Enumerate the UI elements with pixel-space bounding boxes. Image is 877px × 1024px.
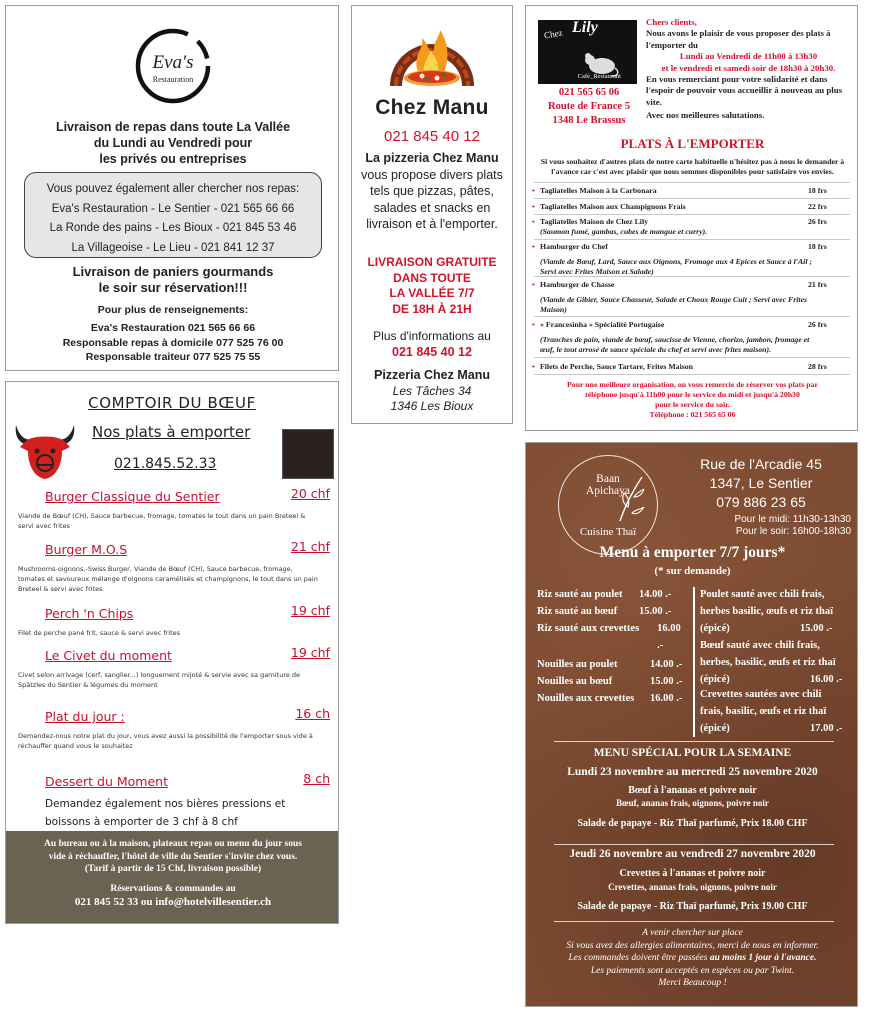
menu-item: • Tagliatelles Maison de Chez Lily 26 frs (Saumon fumé, gambas, cubes de mangue et curry). [532, 217, 827, 236]
pickup-locations: Vous pouvez également aller chercher nos repas: Eva's Restauration - Le Sentier - 021 565 66 66 La Ronde des pains - Les Bioux - 021 845 53 46 La Villageoise - Le Lieu - 021 841 12 37 [24, 172, 322, 258]
logo-name: Eva's [152, 52, 194, 73]
logo-subtitle: Restauration [152, 75, 194, 84]
menu-item: • « Francesinha » Spécialité Portugaise 26 frs (Tranches de pain, viande de bœuf, saucisse de Vienne, chorizo, jambon, fromage et œuf, le tout arrosé de sauce spéciale du chef et servi avec frites maison). [532, 320, 827, 354]
divider [534, 276, 850, 277]
menu-item: • Tagliatelles Maison à la Carbonara 18 frs [532, 186, 827, 195]
notes: A venir chercher sur place Si vous avez des allergies alimentaires, merci de nous en informer. Les commandes doivent être passées au moins 1 jour à l'avance. Les paiements sont acceptés en espèces ou par Twint. Merci Beaucoup ! [566, 928, 819, 988]
restaurant-name: Chez Manu [375, 96, 489, 119]
week-2-salad: Salade de papaye - Riz Thaï parfumé, Prix 19.00 CHF [577, 901, 808, 912]
column-divider [693, 587, 695, 737]
dish-item: Perch 'n Chips 19 chf Filet de perche pané frit, sauce & servi avec frites [18, 603, 330, 637]
divider [534, 198, 850, 199]
spicy-dish: Bœuf sauté avec chili frais, herbes, basilic, œufs et riz thaï (épicé) 16.00 .- [700, 640, 843, 685]
more-info: Plus d'informations au 021 845 40 12 [373, 329, 491, 359]
dish-item: Le Civet du moment 19 chf Civet selon arrivage (cerf, sanglier...) longuement mijoté & servie avec sa garniture de Spätzles du Sentier & légumes du moment [18, 645, 330, 689]
pizza-oven-icon [382, 16, 482, 90]
week-2-ingredients: Crevettes, ananas frais, oignons, poivre noir [608, 882, 777, 892]
dish-item: Plat du jour : 16 ch Demandez-nous notre plat du jour, vous avez aussi la possibilité de l'emporter sous vide à réchauffer quand vous le souhaitez [18, 706, 330, 750]
menu-subtitle: (* sur demande) [654, 565, 731, 577]
logo-lily: Lily [572, 19, 598, 36]
rice-dishes: Riz sauté au poulet 14.00 .- Riz sauté au bœuf 15.00 .- Riz sauté aux crevettes 16.00 .- [537, 589, 681, 651]
logo-chez: Chez [543, 27, 564, 41]
header-title: COMPTOIR DU BŒUF [88, 394, 256, 412]
spicy-dish: Crevettes sautées avec chili frais, basilic, œufs et riz thaï (épicé) 17.00 .- [700, 689, 843, 734]
divider [554, 844, 834, 845]
contact-block: 021 565 65 06 Route de France 5 1348 Le Brassus [548, 87, 630, 126]
divider [554, 921, 834, 922]
dish-item: Burger Classique du Sentier 20 chf Viande de Bœuf (CH), Sauce barbecue, fromage, tomates le tout dans un pain Breteel & servi avec frites [18, 486, 330, 530]
week-1-salad: Salade de papaye - Riz Thaï parfumé, Prix 18.00 CHF [577, 818, 808, 829]
takeaway-subtitle: Nos plats à emporter [92, 423, 251, 441]
week-2-dates: Jeudi 26 novembre au vendredi 27 novembre 2020 [569, 848, 816, 860]
food-photo [282, 429, 334, 479]
bull-head-icon [12, 417, 78, 481]
delivery-intro: Livraison de repas dans toute La Vallée du Lundi au Vendredi pour les privés ou entreprises [55, 120, 291, 166]
opening-hours: Pour le midi: 11h30-13h30 Pour le soir: 16h00-18h30 [734, 514, 851, 537]
hotel-delivery-band: Au bureau ou à la maison, plateaux repas ou menu du jour sous vide à réchauffer, l'hôtel de ville du Sentier s'invite chez vous. (Tarif à partir de 15 Chf, livraison possible) Réservations & commandes au 021 845 52 33 ou info@hotelvillesentier.ch [6, 831, 339, 924]
divider [554, 741, 834, 742]
reservations-contact: 021 845 52 33 ou info@hotelvillesentier.ch [74, 895, 272, 908]
hint-text: Si vous souhaitez d'autres plats de notre carte habituelle n'hésitez pas à nous le demander à l'avance car c'est avec plaisir que nous sommes disponibles pour satisfaire vos envies. [540, 157, 845, 176]
week-1-dish: Bœuf à l'ananas et poivre noir [628, 785, 757, 796]
address: Pizzeria Chez Manu Les Tâches 34 1346 Les Bioux [374, 368, 490, 413]
divider [534, 239, 850, 240]
dish-item: Dessert du Moment 8 ch [45, 771, 330, 789]
baan-apichaya-ad [525, 442, 858, 1007]
logo-cafe: Café_Restaurant [577, 73, 621, 80]
address: Rue de l'Arcadie 45 1347, Le Sentier 079 886 23 65 [700, 456, 822, 510]
chez-manu-ad [351, 5, 513, 424]
divider [534, 214, 850, 215]
week-2-dish: Crevettes à l'ananas et poivre noir [619, 868, 766, 879]
reservation-note: Pour une meilleure organisation, on vous remercie de réserver vos plats par téléphone jusqu'à 11h00 pour le service du midi et jusqu'à 20h30 pour le service du soir. Téléphone : 021 565 65 06 [567, 380, 818, 419]
greeting-text: Chers clients, Nous avons le plaisir de vous proposer des plats à l'emporter du Lundi au Vendredi de 11h00 à 13h30 et le vendredi et samedi soir de 18h30 à 20h30. En vous remerciant pour votre solidarité et dans l'espoir de pouvoir vous accueillir à nouveau au plus vite. Avec nos meilleures salutations. [646, 17, 843, 121]
menu-item: • Filets de Perche, Sauce Tartare, Frites Maison 28 frs [532, 362, 827, 371]
week-1-dates: Lundi 23 novembre au mercredi 25 novembre 2020 [567, 766, 818, 778]
menu-item: • Hamburger du Chef 18 frs (Viande de Bœuf, Lard, Sauce aux Oignons, Fromage aux 4 Epices et Sauce à l'Ail ; Servi avec Frites Maison et Salade) [532, 242, 827, 276]
comptoir-du-boeuf-ad [5, 381, 339, 924]
drinks-note: Demandez également nos bières pressions et boissons à emporter de 3 chf à 8 chf [45, 798, 286, 828]
reservations-label: Réservations & commandes au [110, 883, 236, 894]
cuisine-label: Cuisine Thaï [579, 526, 637, 538]
info-title: Pour plus de renseignements: [97, 304, 249, 316]
menu-title: Menu à emporter 7/7 jours* [599, 544, 786, 561]
divider [534, 374, 850, 375]
divider [534, 357, 850, 358]
brand-name: Baan Apichaya [585, 473, 631, 497]
phone-number: 021.845.52.33 [114, 456, 217, 472]
section-title: PLATS À L'EMPORTER [620, 136, 765, 151]
phone-number: 021 845 40 12 [384, 128, 480, 145]
free-delivery-promo: LIVRAISON GRATUITE DANS TOUTE LA VALLÉE 7/7 DE 18H À 21H [367, 255, 497, 316]
divider [534, 182, 850, 183]
noodle-dishes: Nouilles au poulet 14.00 .- Nouilles au bœuf 15.00 .- Nouilles aux crevettes 16.00 .- [537, 659, 683, 704]
eva-restauration-ad [5, 5, 339, 371]
dish-item: Burger M.O.S 21 chf Mushrooms-oignons,-Swiss Burger, Viande de Bœuf (CH), Sauce barbecue, fromage, tomates et savoureux mélange d'oignons caramélisés et champignons, le tout dans un pain Breteel & servi avec frites [18, 539, 330, 593]
description: La pizzeria Chez Manu vous propose divers plats tels que pizzas, pâtes, salades et snacks en livraison et à l'emporter. [361, 151, 503, 231]
special-title: MENU SPÉCIAL POUR LA SEMAINE [593, 747, 792, 759]
chez-lily-ad [525, 5, 858, 431]
contact-list: Eva's Restauration 021 565 66 66 Responsable repas à domicile 077 525 76 00 Responsable traiteur 077 525 75 55 [62, 322, 284, 363]
menu-item: • Hamburger de Chasse 21 frs (Viande de Gibier, Sauce Chasseur, Salade et Choux Rouge Cuit ; Servi avec Frites Maison) [532, 280, 827, 314]
week-1-ingredients: Bœuf, ananas frais, oignons, poivre noir [616, 798, 769, 808]
menu-item: • Tagliatelles Maison aux Champignons Frais 22 frs [532, 202, 827, 211]
spicy-dish: Poulet sauté avec chili frais, herbes basilic, œufs et riz thaï (épicé) 15.00 .- [700, 589, 833, 634]
gourmet-baskets: Livraison de paniers gourmands le soir sur réservation!!! [72, 264, 274, 295]
divider [534, 316, 850, 317]
